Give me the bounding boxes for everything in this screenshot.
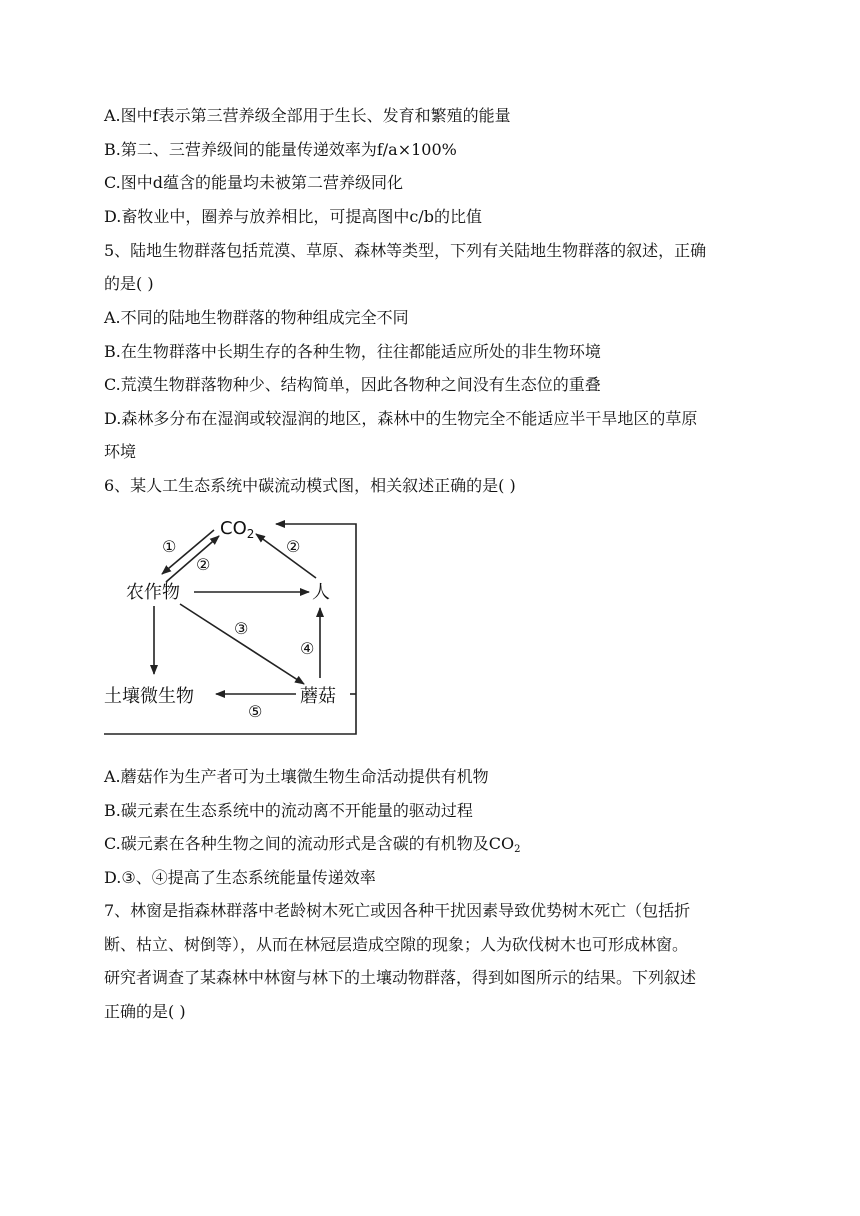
q4-option-a: A.图中f表示第三营养级全部用于生长、发育和繁殖的能量 [104, 106, 511, 125]
q7-stem-line3: 研究者调查了某森林中林窗与林下的土壤动物群落，得到如图所示的结果。下列叙述 [104, 968, 697, 987]
q5-stem-line2: 的是( ) [104, 274, 154, 293]
q4-option-d: D.畜牧业中，圈养与放养相比，可提高图中c/b的比值 [104, 207, 482, 226]
soil-microbe-node-label: 土壤微生物 [104, 686, 194, 707]
carbon-flow-diagram [104, 508, 364, 744]
crops-node-label: 农作物 [126, 582, 180, 603]
human-node-label: 人 [312, 582, 330, 603]
q4-option-c: C.图中d蕴含的能量均未被第二营养级同化 [104, 173, 404, 192]
q5-option-c: C.荒漠生物群落物种少、结构简单，因此各物种之间没有生态位的重叠 [104, 375, 601, 394]
mushroom-node-label: 蘑菇 [300, 686, 336, 707]
q6-option-d: D.③、④提高了生态系统能量传递效率 [104, 868, 376, 887]
arrow-label-3: ③ [234, 619, 249, 638]
arrow-label-2b: ② [286, 537, 301, 556]
co2-node-label: $CO_2$ [220, 518, 255, 541]
q5-option-d-line2: 环境 [104, 442, 137, 461]
arrow-label-4: ④ [300, 639, 315, 658]
q7-stem-line1: 7、林窗是指森林群落中老龄树木死亡或因各种干扰因素导致优势树木死亡（包括折 [104, 901, 691, 920]
q6-option-b: B.碳元素在生态系统中的流动离不开能量的驱动过程 [104, 801, 473, 820]
arrow-label-5: ⑤ [248, 702, 263, 721]
q7-stem-line2: 断、枯立、树倒等），从而在林冠层造成空隙的现象；人为砍伐树木也可形成林窗。 [104, 935, 689, 954]
arrow-3 [180, 604, 304, 684]
q5-option-b: B.在生物群落中长期生存的各种生物，往往都能适应所处的非生物环境 [104, 342, 601, 361]
arrow-label-1: ① [162, 537, 177, 556]
arrow-label-2a: ② [196, 555, 211, 574]
q7-stem-line4: 正确的是( ) [104, 1002, 186, 1021]
q5-option-d-line1: D.森林多分布在湿润或较湿润的地区，森林中的生物完全不能适应半干旱地区的草原 [104, 409, 698, 428]
q6-option-c: C.碳元素在各种生物之间的流动形式是含碳的有机物及$CO_2$ [104, 834, 521, 855]
q6-option-a: A.蘑菇作为生产者可为土壤微生物生命活动提供有机物 [104, 767, 489, 786]
q4-option-b: B.第二、三营养级间的能量传递效率为f/a×100% [104, 140, 457, 159]
q6-stem: 6、某人工生态系统中碳流动模式图，相关叙述正确的是( ) [104, 476, 516, 495]
q5-option-a: A.不同的陆地生物群落的物种组成完全不同 [104, 308, 409, 327]
q5-stem-line1: 5、陆地生物群落包括荒漠、草原、森林等类型，下列有关陆地生物群落的叙述，正确 [104, 241, 707, 260]
